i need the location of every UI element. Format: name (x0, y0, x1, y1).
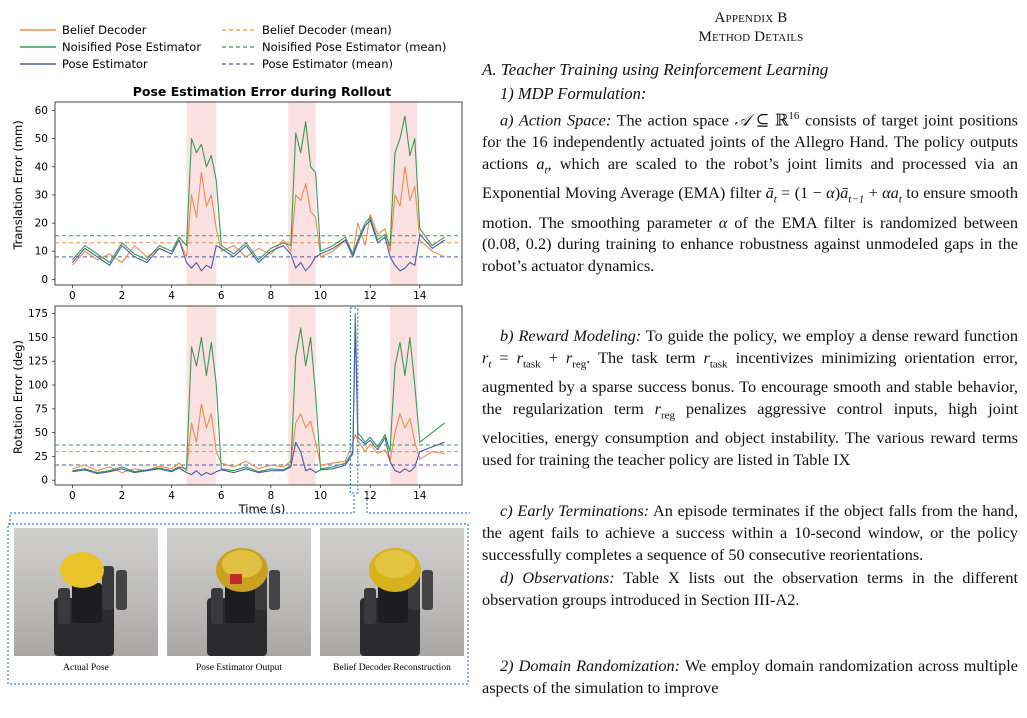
robot-thumb (58, 588, 70, 624)
paragraph-head: b) Reward Modeling: (500, 326, 642, 345)
x-tick-label: 14 (413, 290, 427, 302)
legend-label: Noisified Pose Estimator (62, 40, 202, 54)
y-tick-label: 100 (27, 379, 48, 392)
y-tick-label: 125 (27, 355, 48, 368)
y-axis-label-translation: Translation Error (mm) (11, 120, 25, 250)
y-tick-label: 0 (41, 273, 48, 286)
shaded-region (390, 306, 417, 485)
legend-item-belief-decoder-mean (222, 23, 392, 37)
legend-item-noisified-pose-estimator (20, 40, 201, 54)
photo-1 (14, 528, 158, 673)
x-tick-label: 12 (363, 290, 377, 302)
text-column (482, 0, 1020, 718)
legend-item-pose-estimator-mean (222, 57, 393, 71)
robot-finger (102, 566, 114, 610)
legend-label: Belief Decoder (mean) (262, 23, 392, 37)
x-axis-label: Time (s) (238, 502, 286, 516)
object-rim (375, 550, 415, 578)
paragraph-text: , which are scaled to the robot’s joint limits and processed via an Exponential Moving Average (EMA) filter (482, 154, 1018, 203)
paragraph-text: The action space (616, 110, 730, 130)
shaded-region (187, 102, 217, 285)
robot-finger (269, 570, 280, 610)
series-line (72, 314, 444, 473)
legend-label: Noisified Pose Estimator (mean) (262, 40, 447, 54)
connector-left (10, 495, 354, 526)
x-tick-label: 2 (118, 290, 126, 302)
x-tick-label: 8 (267, 290, 275, 302)
x-tick-label: 2 (118, 490, 126, 502)
paragraph-text: of the EMA filter is randomized between (0.08, 0.2) during training to enhance robustness against unmodeled gaps in the robot’s actuator dynamics. (482, 212, 1018, 276)
y-tick-label: 75 (34, 403, 48, 416)
y-tick-label: 175 (27, 308, 48, 321)
paragraph-text: To guide the policy, we employ a dense reward function (645, 326, 1018, 345)
object (60, 552, 104, 588)
y-tick-label: 0 (41, 474, 48, 487)
y-tick-label: 30 (34, 189, 48, 202)
x-tick-label: 6 (217, 290, 225, 302)
robot-finger (422, 570, 433, 610)
chart-title: Pose Estimation Error during Rollout (132, 84, 392, 99)
paragraph-head: c) Early Terminations: (500, 501, 650, 520)
paragraph-early-terminations (482, 500, 1018, 566)
paragraph-head: d) Observations: (500, 568, 615, 587)
legend-label: Pose Estimator (62, 57, 148, 71)
robot-thumb (211, 588, 223, 624)
photo-caption: Pose Estimator Output (195, 663, 283, 673)
paragraph-text: An episode terminates if the object falls from the hand, the agent fails to achieve a success within a 10-second window, or the policy successfully completes a sequence of 50 consecutive reorientations. (482, 501, 1019, 564)
x-tick-label: 0 (69, 290, 76, 302)
x-tick-label: 6 (217, 490, 225, 502)
robot-thumb (364, 588, 376, 624)
y-tick-label: 150 (27, 331, 48, 344)
photo-2 (167, 528, 311, 673)
rotation-error-chart (28, 306, 462, 502)
paragraph-text: penalizes aggressive control inputs, high joint velocities, energy consumption and object instability. The various reward terms used for training the teacher policy are listed in Table IX (482, 398, 1018, 470)
paragraph-text: incentivizes minimizing orientation error, augmented by a sparse success bonus. To encourage smooth and stable behavior, the regularization term (482, 347, 1018, 418)
section-heading: A. Teacher Training using Reinforcement Learning (482, 60, 829, 79)
paragraph-action-space: a) Action Space: The action space 𝒜 ⊆ ℝ$^{16}$ consists of target joint positions for the 16 independently actuated joints of the Allegro Hand. The policy outputs actions $a_t$, which are scaled to the robot’s joint limits and processed via an Exponential Moving Average (EMA) filter $ā_t = (1$ − $\alpha)ā_{t-1} + \alpha a_t$ to ensure smooth motion. The smoothing parameter α of the EMA filter is randomized between (0.08, 0.2) during training to enhance robustness against unmodeled gaps in the robot’s actuator dynamics. (482, 110, 1018, 276)
series-line (72, 116, 444, 262)
paragraph-text: consists of target joint positions for the 16 independently actuated joints of the Allegro Hand. The policy outputs actions (482, 110, 1018, 174)
photo-3 (320, 528, 464, 673)
x-tick-label: 12 (363, 490, 377, 502)
legend-item-pose-estimator (20, 57, 148, 71)
y-tick-label: 60 (34, 104, 48, 117)
legend-item-belief-decoder (20, 23, 147, 37)
photo-strip (8, 524, 468, 684)
translation-error-chart (35, 102, 462, 302)
paragraph-text: to ensure smooth motion. The smoothing parameter (482, 183, 1018, 232)
x-tick-label: 14 (413, 490, 427, 502)
paragraph-text: Table X lists out the observation terms in the different observation groups introduced in Section III-A2. (482, 568, 1018, 609)
paragraph-head: 2) Domain Randomization: (500, 656, 681, 675)
robot-finger (116, 570, 127, 610)
y-axis-label-rotation: Rotation Error (deg) (11, 339, 25, 455)
series-line (72, 323, 444, 475)
object-detail (230, 574, 242, 584)
y-tick-label: 40 (34, 161, 48, 174)
y-tick-label: 20 (34, 217, 48, 230)
y-tick-label: 50 (34, 133, 48, 146)
y-tick-label: 50 (34, 427, 48, 440)
paragraph-text: We employ domain randomization across multiple aspects of the simulation to improve (482, 656, 1018, 697)
y-tick-label: 10 (34, 245, 48, 258)
y-tick-label: 25 (34, 450, 48, 463)
x-tick-label: 10 (313, 290, 328, 302)
paragraph-reward-modeling: b) Reward Modeling: To guide the policy, we employ a dense reward function $r_t = r_{task} + r_{reg}$. The task term $r_{task}$ incentivizes minimizing orientation error, augmented by a sparse success bonus. To encourage smooth and stable behavior, the regularization term $r_{reg}$ penalizes aggressive control inputs, high joint velocities, energy consumption and object instability. The various reward terms used for training the teacher policy are listed in Table IX (482, 326, 1018, 470)
paragraph-text: . The task term (586, 347, 696, 367)
series-line (72, 404, 444, 473)
legend (20, 23, 446, 71)
paragraph-domain-randomization (482, 655, 1018, 699)
x-tick-label: 8 (267, 490, 275, 502)
x-tick-label: 0 (69, 490, 76, 502)
x-tick-label: 4 (168, 290, 175, 302)
shaded-region (187, 306, 217, 485)
x-tick-label: 10 (313, 490, 328, 502)
shaded-region (390, 102, 417, 285)
legend-item-noisified-pose-estimator-mean (222, 40, 446, 54)
photo-caption: Belief Decoder Reconstruction (333, 663, 451, 673)
appendix-title: Appendix B (714, 10, 788, 26)
legend-label: Belief Decoder (62, 23, 147, 37)
legend-label: Pose Estimator (mean) (262, 57, 394, 71)
object-rim (222, 550, 262, 578)
photo-caption: Actual Pose (63, 663, 109, 673)
paragraph-head: a) Action Space: (500, 110, 612, 130)
robot-palm (72, 583, 102, 623)
x-tick-label: 4 (168, 490, 175, 502)
appendix-subtitle: Method Details (698, 29, 804, 45)
paragraph-observations (482, 567, 1018, 611)
subsection-heading: 1) MDP Formulation: (500, 84, 647, 103)
figure (0, 0, 470, 718)
